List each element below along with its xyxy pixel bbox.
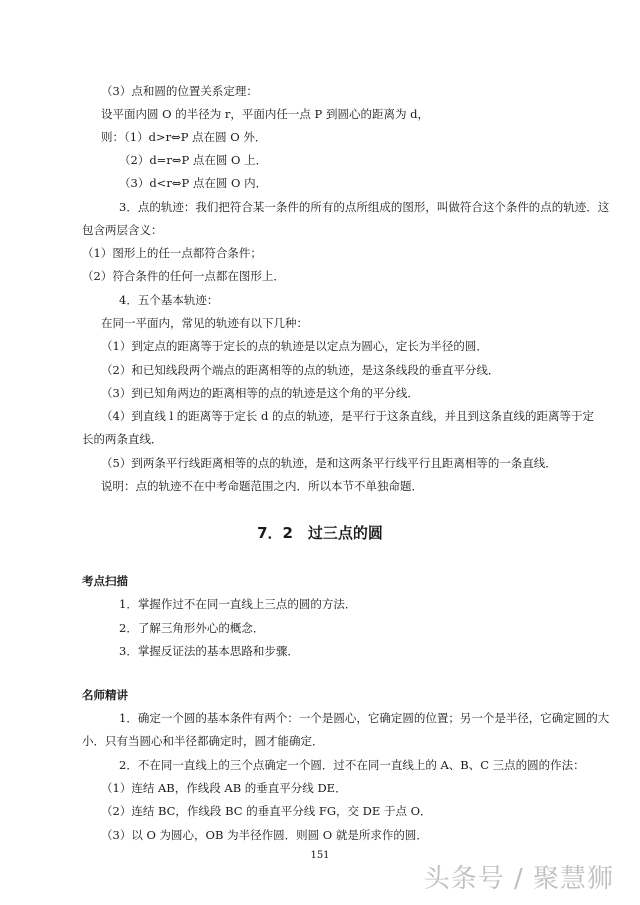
page-number: 151 <box>310 850 330 861</box>
theorem-setup: 设平面内圆 O 的半径为 r，平面内任一点 P 到圆心的距离为 d， <box>101 107 429 121</box>
mingshi-point-1-line-2: 小．只有当圆心和半径都确定时，圆才能确定． <box>82 734 324 748</box>
basic-loci-intro: 在同一平面内，常见的轨迹有以下几种： <box>101 316 308 330</box>
construction-step-3: （3）以 O 为圆心，OB 为半径作圆．则圆 O 就是所求作的圆． <box>101 828 428 842</box>
theorem-case-1: 则：（1）d>r⇔P 点在圆 O 外． <box>101 130 267 144</box>
theorem-heading: （3）点和圆的位置关系定理： <box>101 84 258 98</box>
kaodian-item-2: 2．了解三角形外心的概念． <box>119 621 265 635</box>
basic-locus-item-4-line-2: 长的两条直线． <box>82 432 163 446</box>
locus-definition-line-2: 包含两层含义： <box>82 223 163 237</box>
construction-step-2: （2）连结 BC，作线段 BC 的垂直平分线 FG，交 DE 于点 O． <box>101 804 432 818</box>
basic-loci-heading: 4．五个基本轨迹： <box>119 293 219 307</box>
locus-meaning-1: （1）图形上的任一点都符合条件； <box>82 246 262 260</box>
kaodian-item-1: 1．掌握作过不在同一直线上三点的圆的方法． <box>119 597 357 611</box>
basic-loci-note: 说明：点的轨迹不在中考命题范围之内．所以本节不单独命题． <box>101 479 423 493</box>
theorem-case-2: （2）d=r⇔P 点在圆 O 上． <box>119 153 268 167</box>
kaodian-item-3: 3．掌握反证法的基本思路和步骤． <box>119 644 299 658</box>
construction-step-1: （1）连结 AB，作线段 AB 的垂直平分线 DE． <box>101 781 347 795</box>
mingshi-point-1-line-1: 1．确定一个圆的基本条件有两个：一个是圆心，它确定圆的位置；另一个是半径，它确定圆的大 <box>119 711 610 725</box>
watermark: 头条号 / 聚慧狮 <box>423 864 614 894</box>
locus-meaning-2: （2）符合条件的任何一点都在图形上． <box>82 269 285 283</box>
basic-locus-item-3: （3）到已知角两边的距离相等的点的轨迹是这个角的平分线． <box>101 386 419 400</box>
section-title: 7．2 过三点的圆 <box>257 524 383 542</box>
basic-locus-item-2: （2）和已知线段两个端点的距离相等的点的轨迹，是这条线段的垂直平分线． <box>101 363 500 377</box>
theorem-case-3: （3）d<r⇔P 点在圆 O 内． <box>119 176 268 190</box>
basic-locus-item-5: （5）到两条平行线距离相等的点的轨迹，是和这两条平行线平行且距离相等的一条直线． <box>101 456 557 470</box>
kaodian-heading: 考点扫描 <box>82 574 128 588</box>
mingshi-heading: 名师精讲 <box>82 688 128 702</box>
locus-definition-line-1: 3．点的轨迹：我们把符合某一条件的所有的点所组成的图形，叫做符合这个条件的点的轨迹．这 <box>119 200 610 214</box>
mingshi-point-2: 2．不在同一直线上的三个点确定一个圆．过不在同一直线上的 A、B、C 三点的圆的作法： <box>119 758 585 772</box>
basic-locus-item-4-line-1: （4）到直线 l 的距离等于定长 d 的点的轨迹，是平行于这条直线，并且到这条直线的距离等于定 <box>101 409 594 423</box>
basic-locus-item-1: （1）到定点的距离等于定长的点的轨迹是以定点为圆心，定长为半径的圆． <box>101 339 488 353</box>
